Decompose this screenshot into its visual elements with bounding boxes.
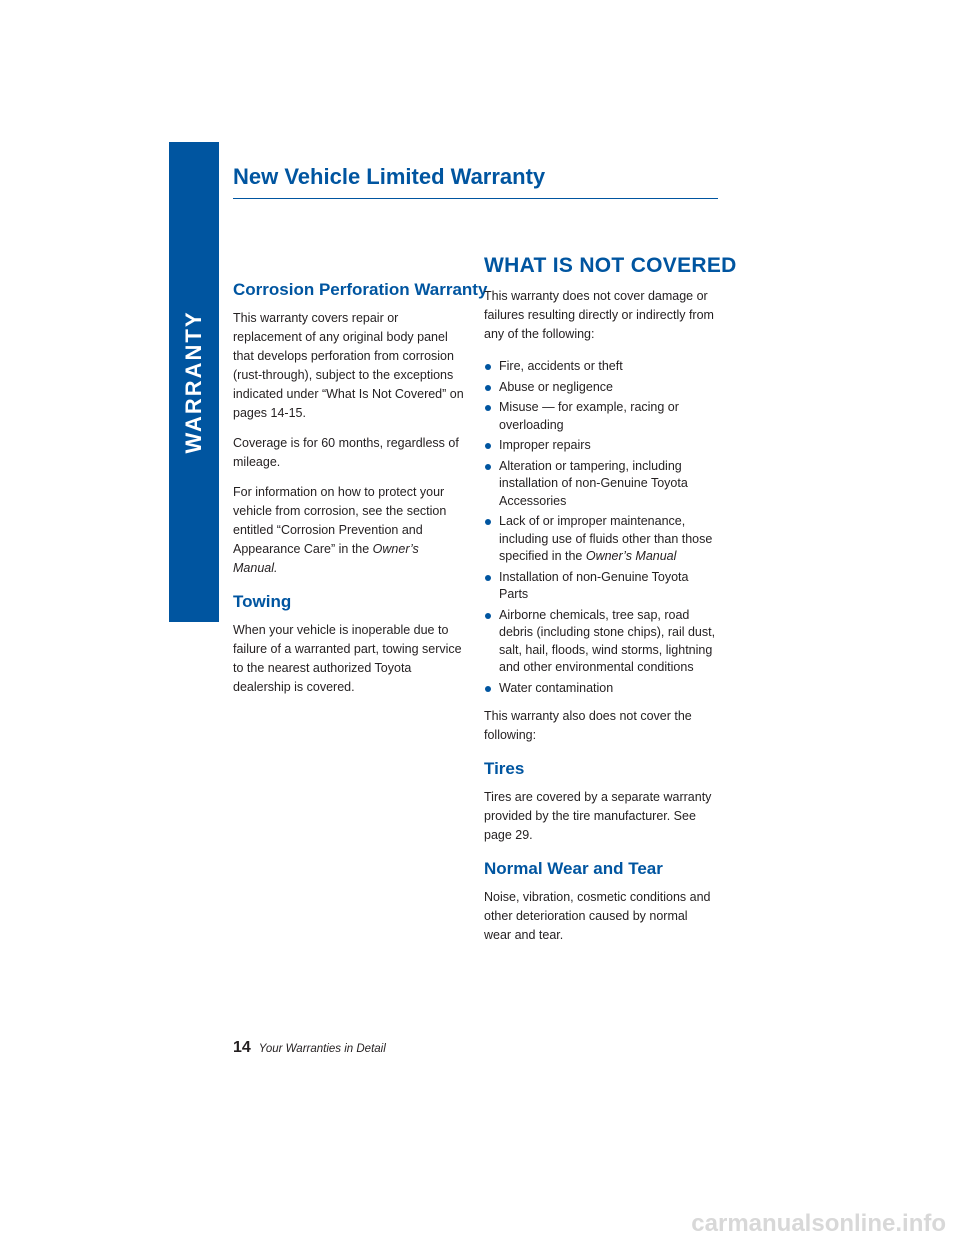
footer-text: Your Warranties in Detail bbox=[258, 1043, 386, 1055]
towing-heading: Towing bbox=[233, 592, 292, 611]
right-column bbox=[484, 254, 737, 956]
bullet-icon bbox=[485, 519, 491, 525]
bullet-icon bbox=[485, 443, 491, 449]
tires-heading: Tires bbox=[484, 759, 525, 778]
bullet-icon bbox=[485, 613, 491, 619]
corrosion-paragraph-3-text: For information on how to protect your vehicle from corrosion, see the section entitled “Corrosion Prevention and Appearance Care” in the bbox=[233, 485, 447, 556]
bullet-icon bbox=[485, 686, 491, 692]
page-number: 14 bbox=[233, 1039, 251, 1056]
not-covered-intro: This warranty does not cover damage or failures resulting directly or indirectly from any of the following: bbox=[484, 289, 714, 341]
not-covered-also: This warranty also does not cover the following: bbox=[484, 709, 692, 742]
corrosion-heading: Corrosion Perforation Warranty bbox=[233, 280, 488, 299]
corrosion-paragraph-2: Coverage is for 60 months, regardless of mileage. bbox=[233, 436, 459, 469]
corrosion-paragraph-1: This warranty covers repair or replacement of any original body panel that develops perforation from corrosion (rust-through), subject to the exceptions indicated under “What Is Not Covered” on pages 14-15. bbox=[233, 311, 464, 420]
left-column bbox=[233, 280, 488, 708]
towing-paragraph: When your vehicle is inoperable due to failure of a warranted part, towing service to the nearest authorized Toyota dealership is covered. bbox=[233, 623, 462, 694]
bullet-icon bbox=[485, 464, 491, 470]
not-covered-heading: WHAT IS NOT COVERED bbox=[484, 254, 737, 277]
title-divider bbox=[233, 198, 718, 199]
list-item: Water contamination bbox=[484, 680, 718, 698]
bullet-icon bbox=[485, 575, 491, 581]
corrosion-paragraph-3 bbox=[233, 483, 465, 578]
list-item: Improper repairs bbox=[484, 437, 718, 455]
owners-manual-reference: Owner’s Manual. bbox=[233, 542, 419, 575]
page-title: New Vehicle Limited Warranty bbox=[233, 164, 546, 189]
bullet-icon bbox=[485, 364, 491, 370]
not-covered-list bbox=[484, 358, 718, 697]
list-item: Fire, accidents or theft bbox=[484, 358, 718, 376]
page-footer bbox=[233, 1039, 386, 1057]
list-item: Misuse — for example, racing or overloading bbox=[484, 399, 718, 434]
side-tab-label: WARRANTY bbox=[181, 310, 206, 454]
list-item: Installation of non-Genuine Toyota Parts bbox=[484, 569, 718, 604]
list-item: Abuse or negligence bbox=[484, 379, 718, 397]
watermark: carmanualsonline.info bbox=[691, 1210, 946, 1237]
list-item: Lack of or improper maintenance, including use of fluids other than those specified in the Owner’s Manual bbox=[484, 513, 718, 566]
bullet-icon bbox=[485, 385, 491, 391]
wear-heading: Normal Wear and Tear bbox=[484, 859, 663, 878]
list-item: Airborne chemicals, tree sap, road debris (including stone chips), rail dust, salt, hail, floods, wind storms, lightning and other environmental conditions bbox=[484, 607, 718, 677]
wear-paragraph: Noise, vibration, cosmetic conditions and other deterioration caused by normal wear and tear. bbox=[484, 890, 711, 942]
bullet-icon bbox=[485, 405, 491, 411]
tires-paragraph: Tires are covered by a separate warranty provided by the tire manufacturer. See page 29. bbox=[484, 790, 712, 842]
list-item: Alteration or tampering, including installation of non-Genuine Toyota Accessories bbox=[484, 458, 718, 511]
